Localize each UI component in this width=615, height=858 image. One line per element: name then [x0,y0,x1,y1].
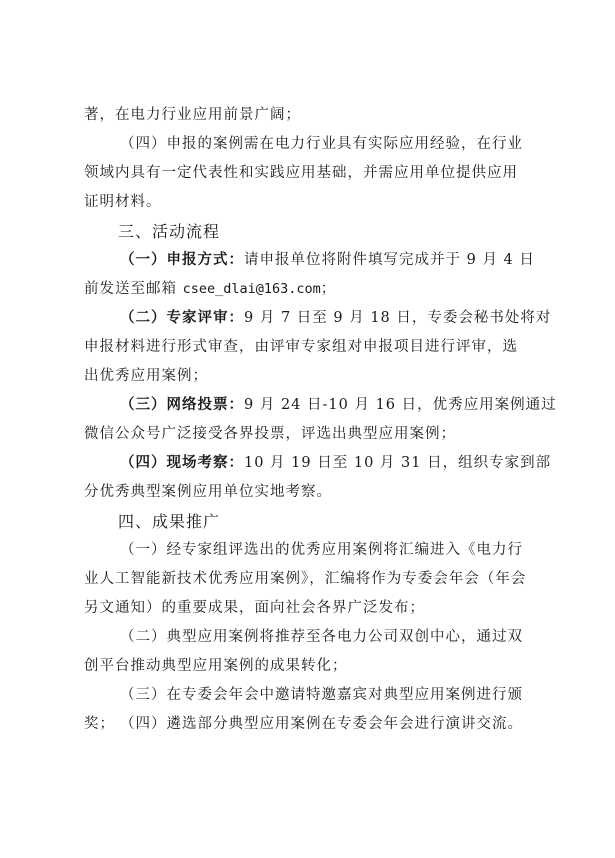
text-line: （二）典型应用案例将推荐至各电力公司双创中心，通过双 [120,629,523,645]
text-line: 奖； [84,716,115,732]
step-site-visit: （四）现场考察：10 月 19 日至 10 月 31 日，组织专家到部 分优秀典型案例应用单位实地考察。 [84,449,529,507]
text-line: （一）经专家组评选出的优秀应用案例将汇编进入《电力行 [120,542,523,558]
result-paragraph-1 [84,536,529,623]
text-line: 分优秀典型案例应用单位实地考察。 [84,484,332,500]
text-line: 申报材料进行形式审查，由评审专家组对申报项目进行评审，选 [84,339,518,355]
section-4-heading: 四、成果推广 [118,512,221,531]
paragraph-continuation [84,101,529,130]
text-line: 著，在电力行业应用前景广阔； [84,107,301,123]
text-line: （四）申报的案例需在电力行业具有实际应用经验，在行业 [120,136,523,152]
step-submission: （一）申报方式：请申报单位将附件填写完成并于 9 月 4 日 前发送至邮箱 csee_dlai@163.com； [84,252,535,297]
email-address: csee_dlai@163.com [182,281,321,297]
text-line: 微信公众号广泛接受各界投票，评选出典型应用案例； [84,426,456,442]
step-online-vote: （三）网络投票：9 月 24 日-10 月 16 日，优秀应用案例通过 微信公众号广泛接受各界投票，评选出典型应用案例； [84,391,529,449]
result-paragraph-2 [84,623,529,681]
text-line: 另文通知）的重要成果，面向社会各界广泛发布； [84,600,425,616]
text-line: 创平台推动典型应用案例的成果转化； [84,658,348,674]
step-label: （一）申报方式： [120,252,244,268]
text-line: 证明材料。 [84,194,162,210]
paragraph-4 [84,130,529,217]
text-line: 出优秀应用案例； [84,368,208,384]
step-label: （四）现场考察： [120,455,244,471]
section-3-heading: 三、活动流程 [118,222,221,241]
text-line: （三）在专委会年会中邀请特邀嘉宾对典型应用案例进行颁 [120,687,523,703]
text-line: 领域内具有一定代表性和实践应用基础，并需应用单位提供应用 [84,165,518,181]
step-expert-review: （二）专家评审：9 月 7 日至 9 月 18 日，专委会秘书处将对 申报材料进行形式审查，由评审专家组对申报项目进行评审，选 出优秀应用案例； [84,304,529,391]
result-paragraph-4 [84,710,529,739]
text-line: 业人工智能新技术优秀应用案例》，汇编将作为专委会年会（年会 [84,571,527,587]
step-label: （三）网络投票： [120,397,244,413]
step-label: （二）专家评审： [120,310,244,326]
text-line: （四）遴选部分典型应用案例在专委会年会进行演讲交流。 [120,716,523,732]
text: 请申报单位将附件填写完成并于 9 月 4 日 [244,252,535,268]
